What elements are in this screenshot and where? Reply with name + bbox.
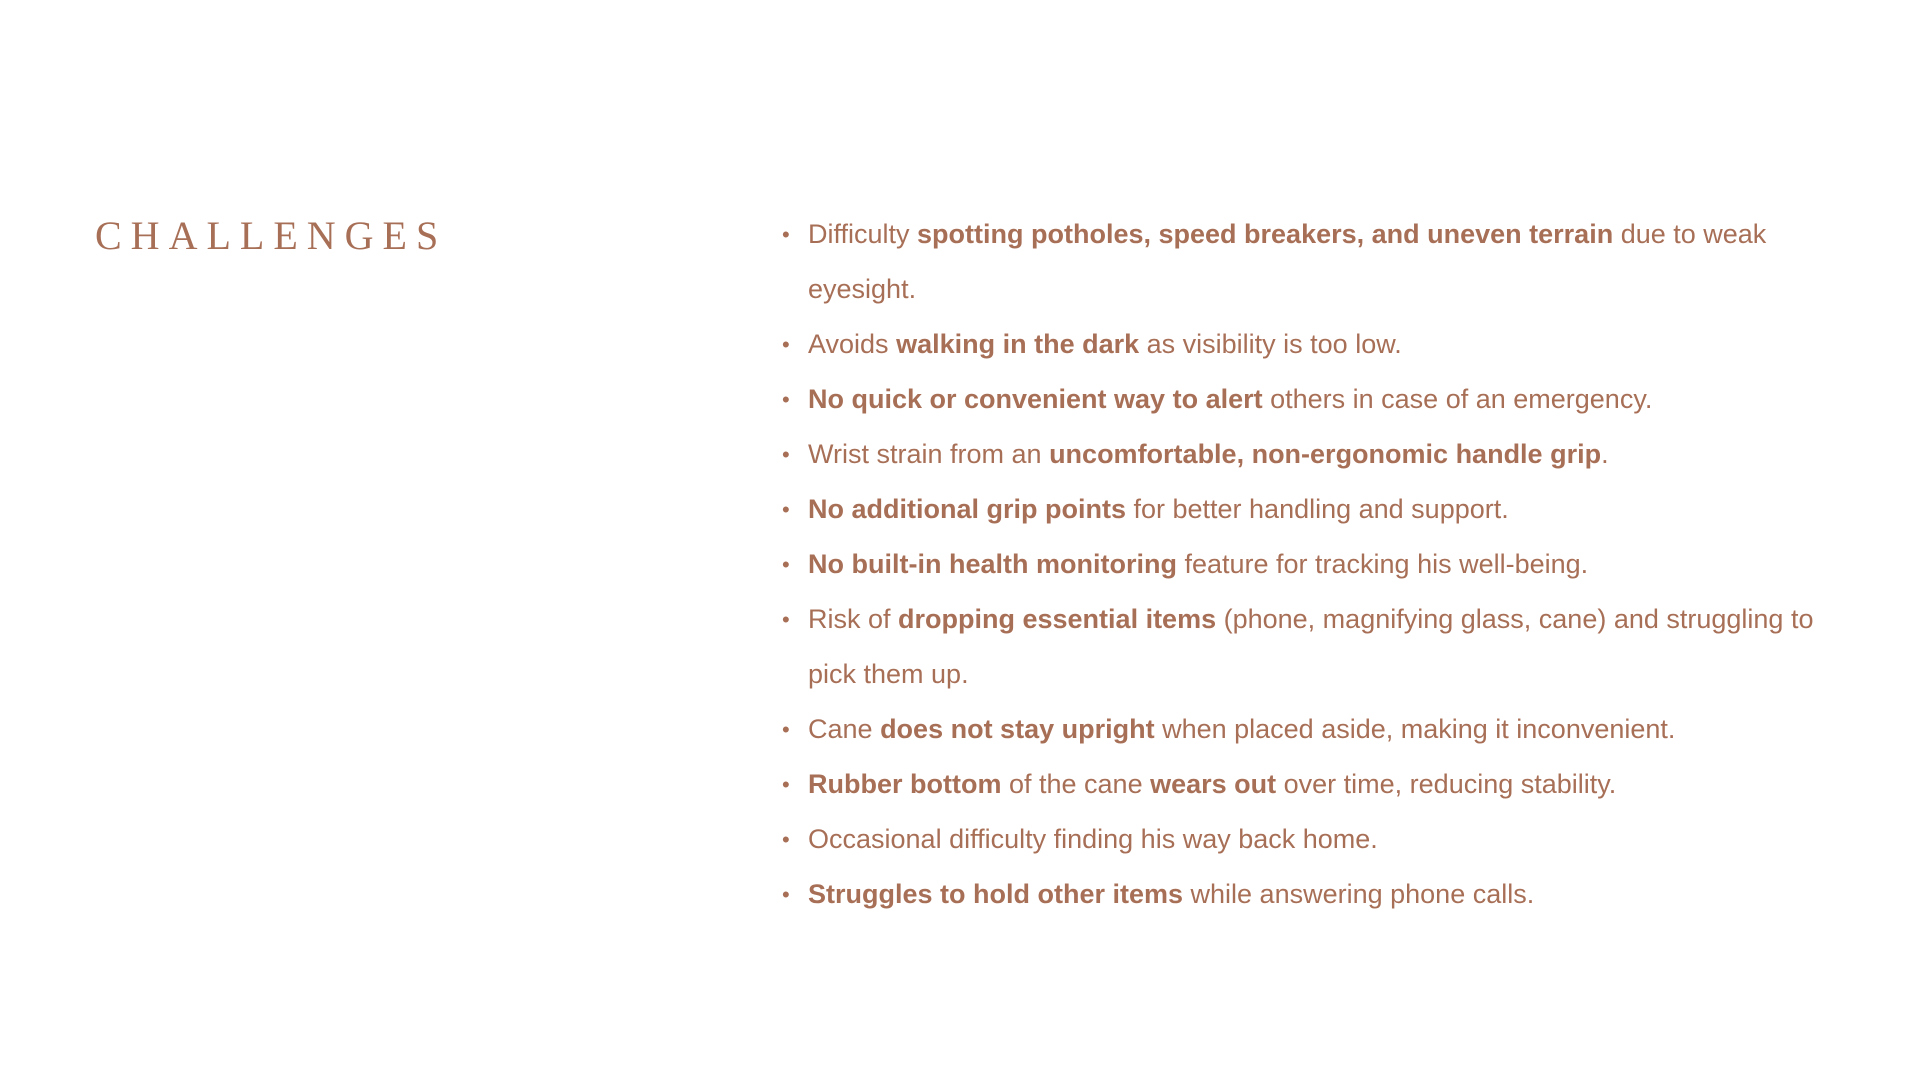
bullet-icon: • (782, 387, 790, 412)
bold-phrase: No additional grip points (808, 494, 1126, 524)
bullet-text (808, 604, 1813, 689)
text-phrase: Difficulty (808, 219, 918, 249)
bullet-icon: • (782, 497, 790, 522)
list-item (782, 702, 1862, 757)
bullet-text (808, 879, 1534, 909)
text-phrase: when placed aside, making it inconvenient. (1154, 714, 1676, 744)
text-phrase: Occasional difficulty finding his way back home. (808, 824, 1378, 854)
bold-phrase: uncomfortable, non-ergonomic handle grip (1049, 439, 1602, 469)
text-phrase: others in case of an emergency. (1262, 384, 1653, 414)
text-phrase: over time, reducing stability. (1276, 769, 1617, 799)
text-phrase: for better handling and support. (1125, 494, 1509, 524)
list-item (782, 592, 1862, 702)
text-phrase: Cane (808, 714, 881, 744)
bold-phrase: No quick or convenient way to alert (808, 384, 1263, 414)
bullet-icon: • (782, 882, 790, 907)
text-phrase: of the cane (1001, 769, 1151, 799)
list-item (782, 867, 1862, 922)
bullet-text (808, 824, 1378, 854)
bold-phrase: dropping essential items (898, 604, 1217, 634)
bullet-text (808, 769, 1616, 799)
bullet-icon: • (782, 332, 790, 357)
list-item (782, 812, 1862, 867)
list-item (782, 482, 1862, 537)
bold-phrase: walking in the dark (896, 329, 1140, 359)
text-phrase: as visibility is too low. (1139, 329, 1402, 359)
bold-phrase: spotting potholes, speed breakers, and uneven terrain (917, 219, 1614, 249)
bullet-text (808, 219, 1766, 304)
bullet-icon: • (782, 717, 790, 742)
text-phrase: Avoids (808, 329, 897, 359)
bullet-icon: • (782, 772, 790, 797)
bullet-icon: • (782, 607, 790, 632)
slide-title: CHALLENGES (95, 213, 448, 258)
bullet-icon: • (782, 442, 790, 467)
bullet-text (808, 714, 1675, 744)
text-phrase: while answering phone calls. (1183, 879, 1535, 909)
bold-phrase: does not stay upright (880, 714, 1155, 744)
bold-phrase: Rubber bottom (808, 769, 1002, 799)
list-item (782, 207, 1862, 317)
text-phrase: . (1601, 439, 1609, 469)
challenges-list (782, 207, 1862, 922)
bullet-text (808, 439, 1609, 469)
bullet-icon: • (782, 552, 790, 577)
list-item (782, 372, 1862, 427)
text-phrase: due to weak eyesight. (808, 219, 1767, 304)
bullet-text (808, 384, 1652, 414)
text-phrase: Risk of (808, 604, 899, 634)
list-item (782, 427, 1862, 482)
text-phrase: Wrist strain from an (808, 439, 1050, 469)
bullet-icon: • (782, 827, 790, 852)
list-item (782, 317, 1862, 372)
bold-phrase: wears out (1150, 769, 1277, 799)
bullet-icon: • (782, 222, 790, 247)
list-item (782, 537, 1862, 592)
text-phrase: feature for tracking his well-being. (1176, 549, 1589, 579)
bold-phrase: Struggles to hold other items (808, 879, 1184, 909)
list-item (782, 757, 1862, 812)
bullet-text (808, 494, 1509, 524)
text-phrase: (phone, magnifying glass, cane) and struggling to pick them up. (808, 604, 1814, 689)
bullet-text (808, 329, 1402, 359)
bold-phrase: No built-in health monitoring (808, 549, 1177, 579)
bullet-text (808, 549, 1588, 579)
